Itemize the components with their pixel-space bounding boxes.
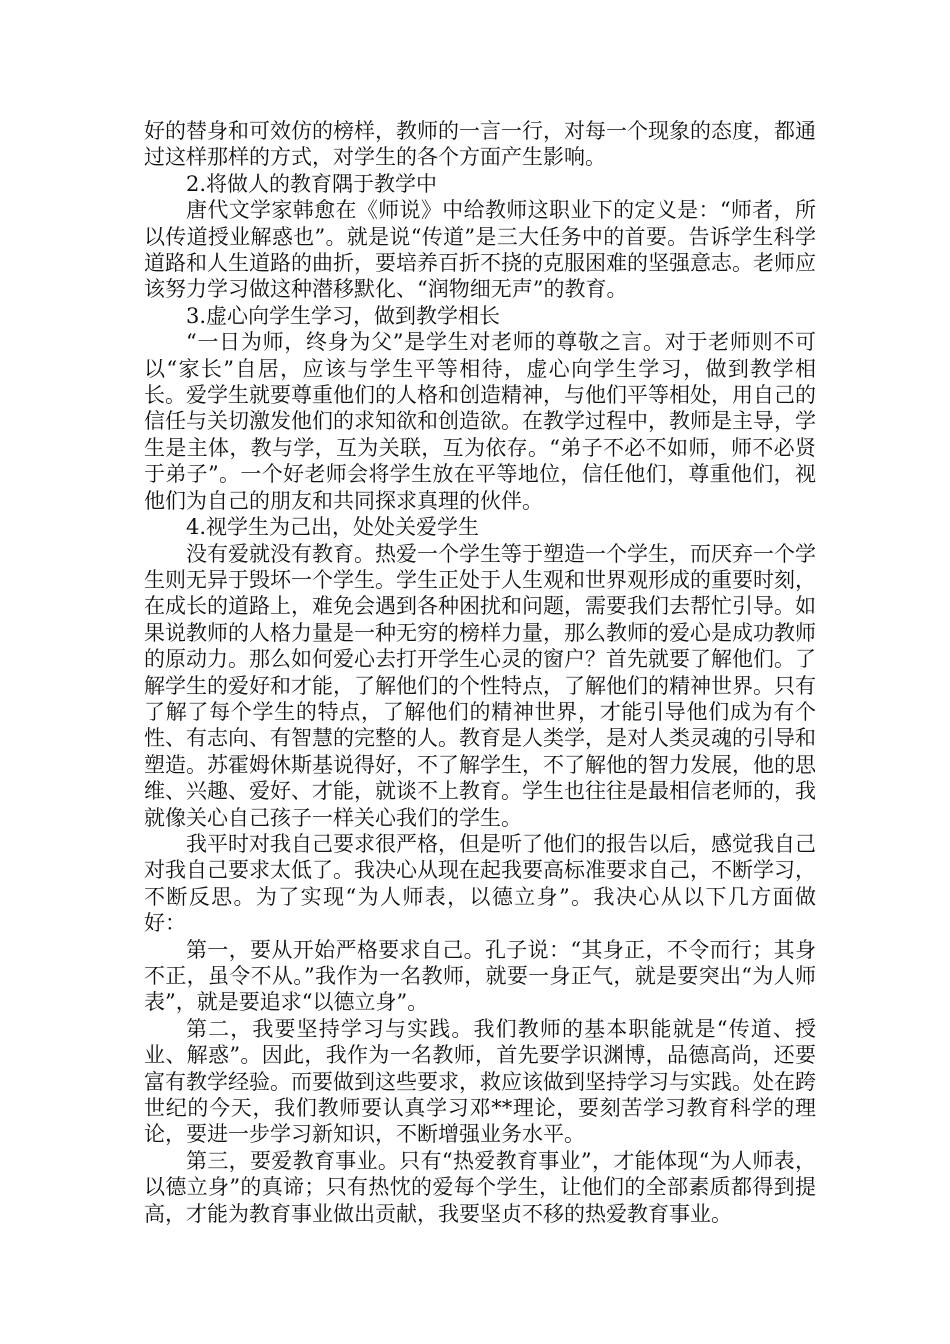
paragraph-continued: 好的替身和可效仿的榜样，教师的一言一行，对每一个现象的态度，都通过这样那样的方式，对学生的各个方面产生影响。 [144,119,816,170]
paragraph-first-point: 第一，要从开始严格要求自己。孔子说：“其身正，不令而行；其身不正，虽令不从。”我作为一名教师，就要一身正气，就是要突出“为人师表”，就是要追求“以德立身”。 [144,937,816,1015]
paragraph-third-point: 第三，要爱教育事业。只有“热爱教育事业”，才能体现“为人师表，以德立身”的真谛；只有热忱的爱每个学生，让他们的全部素质都得到提高，才能为教育事业做出贡献，我要坚贞不移的热爱教育事业。 [144,1148,816,1226]
section-heading-4: 4.视学生为己出，处处关爱学生 [186,515,480,540]
paragraph: 我平时对我自己要求很严格，但是听了他们的报告以后，感觉我自己对我自己要求太低了。我决心从现在起我要高标准要求自己，不断学习，不断反思。为了实现“为人师表，以德立身”。我决心从以下几方面做好： [144,831,816,936]
paragraph: 没有爱就没有教育。热爱一个学生等于塑造一个学生，而厌弃一个学生则无异于毁坏一个学生。学生正处于人生观和世界观形成的重要时刻，在成长的道路上，难免会遇到各种困扰和问题，需要我们去帮忙引导。如果说教师的人格力量是一种无穷的榜样力量，那么教师的爱心是成功教师的原动力。那么如何爱心去打开学生心灵的窗户？首先就要了解他们。了解学生的爱好和才能，了解他们的个性特点，了解他们的精神世界。只有了解了每个学生的特点，了解他们的精神世界，才能引导他们成为有个性、有志向、有智慧的完整的人。教育是人类学，是对人类灵魂的引导和塑造。苏霍姆休斯基说得好，不了解学生，不了解他的智力发展，他的思维、兴趣、爱好、才能，就谈不上教育。学生也往往是最相信老师的，我就像关心自己孩子一样关心我们的学生。 [144,541,816,830]
paragraph: 唐代文学家韩愈在《师说》中给教师这职业下的定义是：“师者，所以传道授业解惑也”。就是说“传道”是三大任务中的首要。告诉学生科学道路和人生道路的曲折，要培养百折不挠的克服困难的坚强意志。老师应该努力学习做这种潜移默化、“润物细无声”的教育。 [144,198,816,302]
paragraph: “一日为师，终身为父”是学生对老师的尊敬之言。对于老师则不可以“家长”自居，应该与学生平等相待，虚心向学生学习，做到教学相长。爱学生就要尊重他们的人格和创造精神，与他们平等相处，用自己的信任与关切激发他们的求知欲和创造欲。在教学过程中，教师是主导，学生是主体，教与学，互为关联，互为依存。“弟子不必不如师，师不必贤于弟子”。一个好老师会将学生放在平等地位，信任他们，尊重他们，视他们为自己的朋友和共同探求真理的伙伴。 [144,330,816,513]
paragraph-second-point: 第二，我要坚持学习与实践。我们教师的基本职能就是“传道、授业、解惑”。因此，我作为一名教师，首先要学识渊博，品德高尚，还要富有教学经验。而要做到这些要求，救应该做到坚持学习与实践。处在跨世纪的今天，我们教师要认真学习邓**理论，要刻苦学习教育科学的理论，要进一步学习新知识，不断增强业务水平。 [144,1016,816,1147]
document-page [144,118,816,1227]
section-heading-2: 2.将做人的教育隅于教学中 [186,171,438,196]
section-heading-3: 3.虚心向学生学习，做到教学相长 [186,303,501,328]
